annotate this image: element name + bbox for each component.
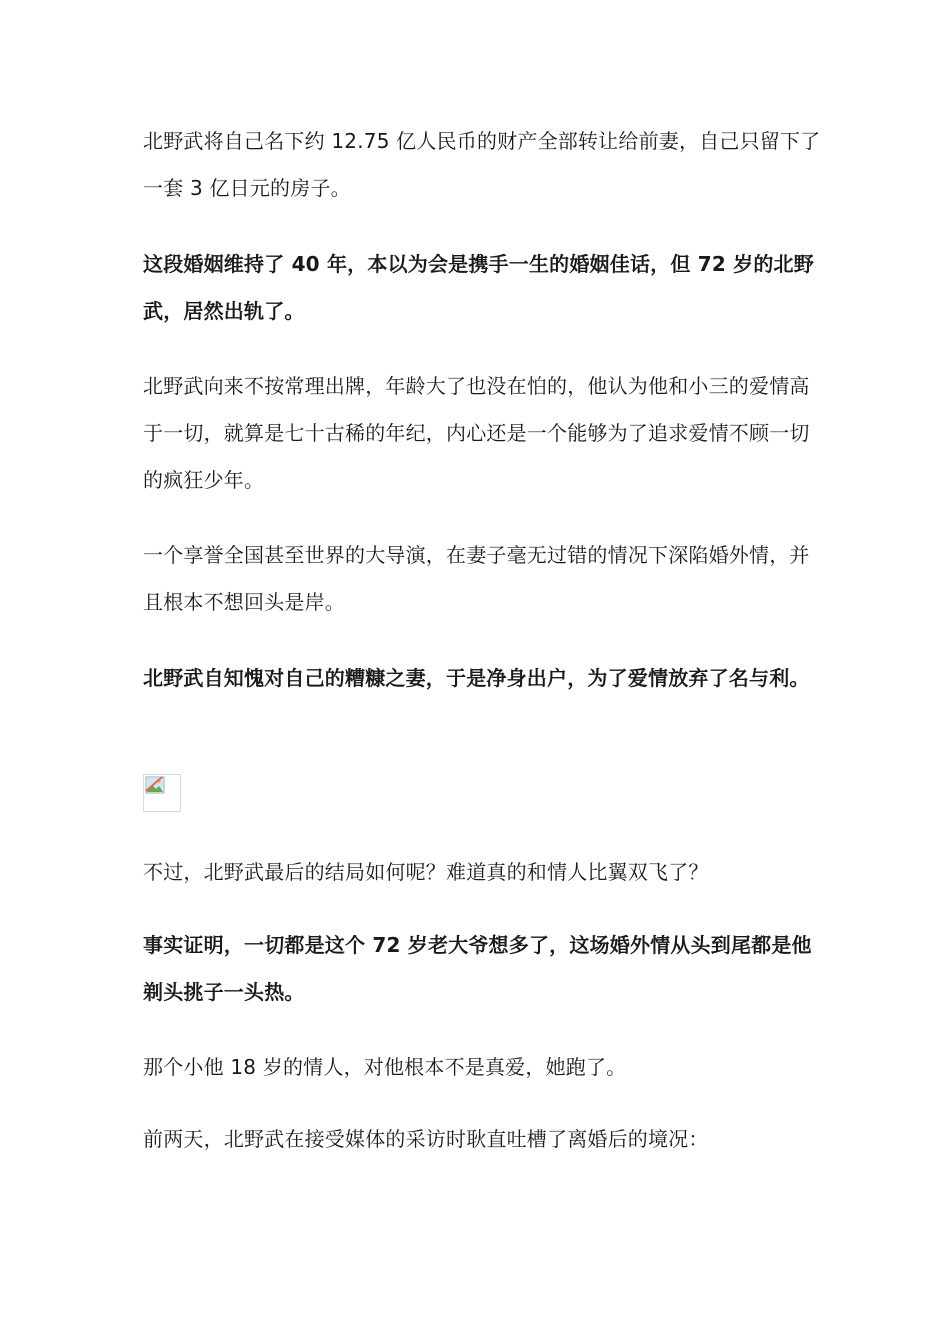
paragraph-lover-ran: 那个小他 18 岁的情人，对他根本不是真爱，她跑了。 (143, 1055, 627, 1079)
image-placeholder-icon (144, 775, 180, 811)
broken-image-icon (143, 774, 181, 812)
paragraph-one-sided: 事实证明，一切都是这个 72 岁老大爷想多了，这场婚外情从头到尾都是他剃头挑子一头热。 (143, 933, 812, 1004)
paragraph-affair: 一个享誉全国甚至世界的大导演，在妻子毫无过错的情况下深陷婚外情，并且根本不想回头是岸。 (143, 543, 810, 614)
paragraph-love-above-all: 北野武向来不按常理出牌，年龄大了也没在怕的，他认为他和小三的爱情高于一切，就算是七十古稀的年纪，内心还是一个能够为了追求爱情不顾一切的疯狂少年。 (143, 374, 810, 492)
paragraph-asset-transfer: 北野武将自己名下约 12.75 亿人民币的财产全部转让给前妻，自己只留下了一套 3 亿日元的房子。 (143, 129, 821, 200)
paragraph-interview: 前两天，北野武在接受媒体的采访时耿直吐槽了离婚后的境况： (143, 1127, 709, 1151)
paragraph-marriage-40-years: 这段婚姻维持了 40 年，本以为会是携手一生的婚姻佳话，但 72 岁的北野武，居然出轨了。 (143, 252, 814, 323)
paragraph-left-with-nothing: 北野武自知愧对自己的糟糠之妻，于是净身出户，为了爱情放弃了名与利。 (143, 666, 810, 690)
paragraph-ending-question: 不过，北野武最后的结局如何呢？难道真的和情人比翼双飞了？ (143, 860, 709, 884)
